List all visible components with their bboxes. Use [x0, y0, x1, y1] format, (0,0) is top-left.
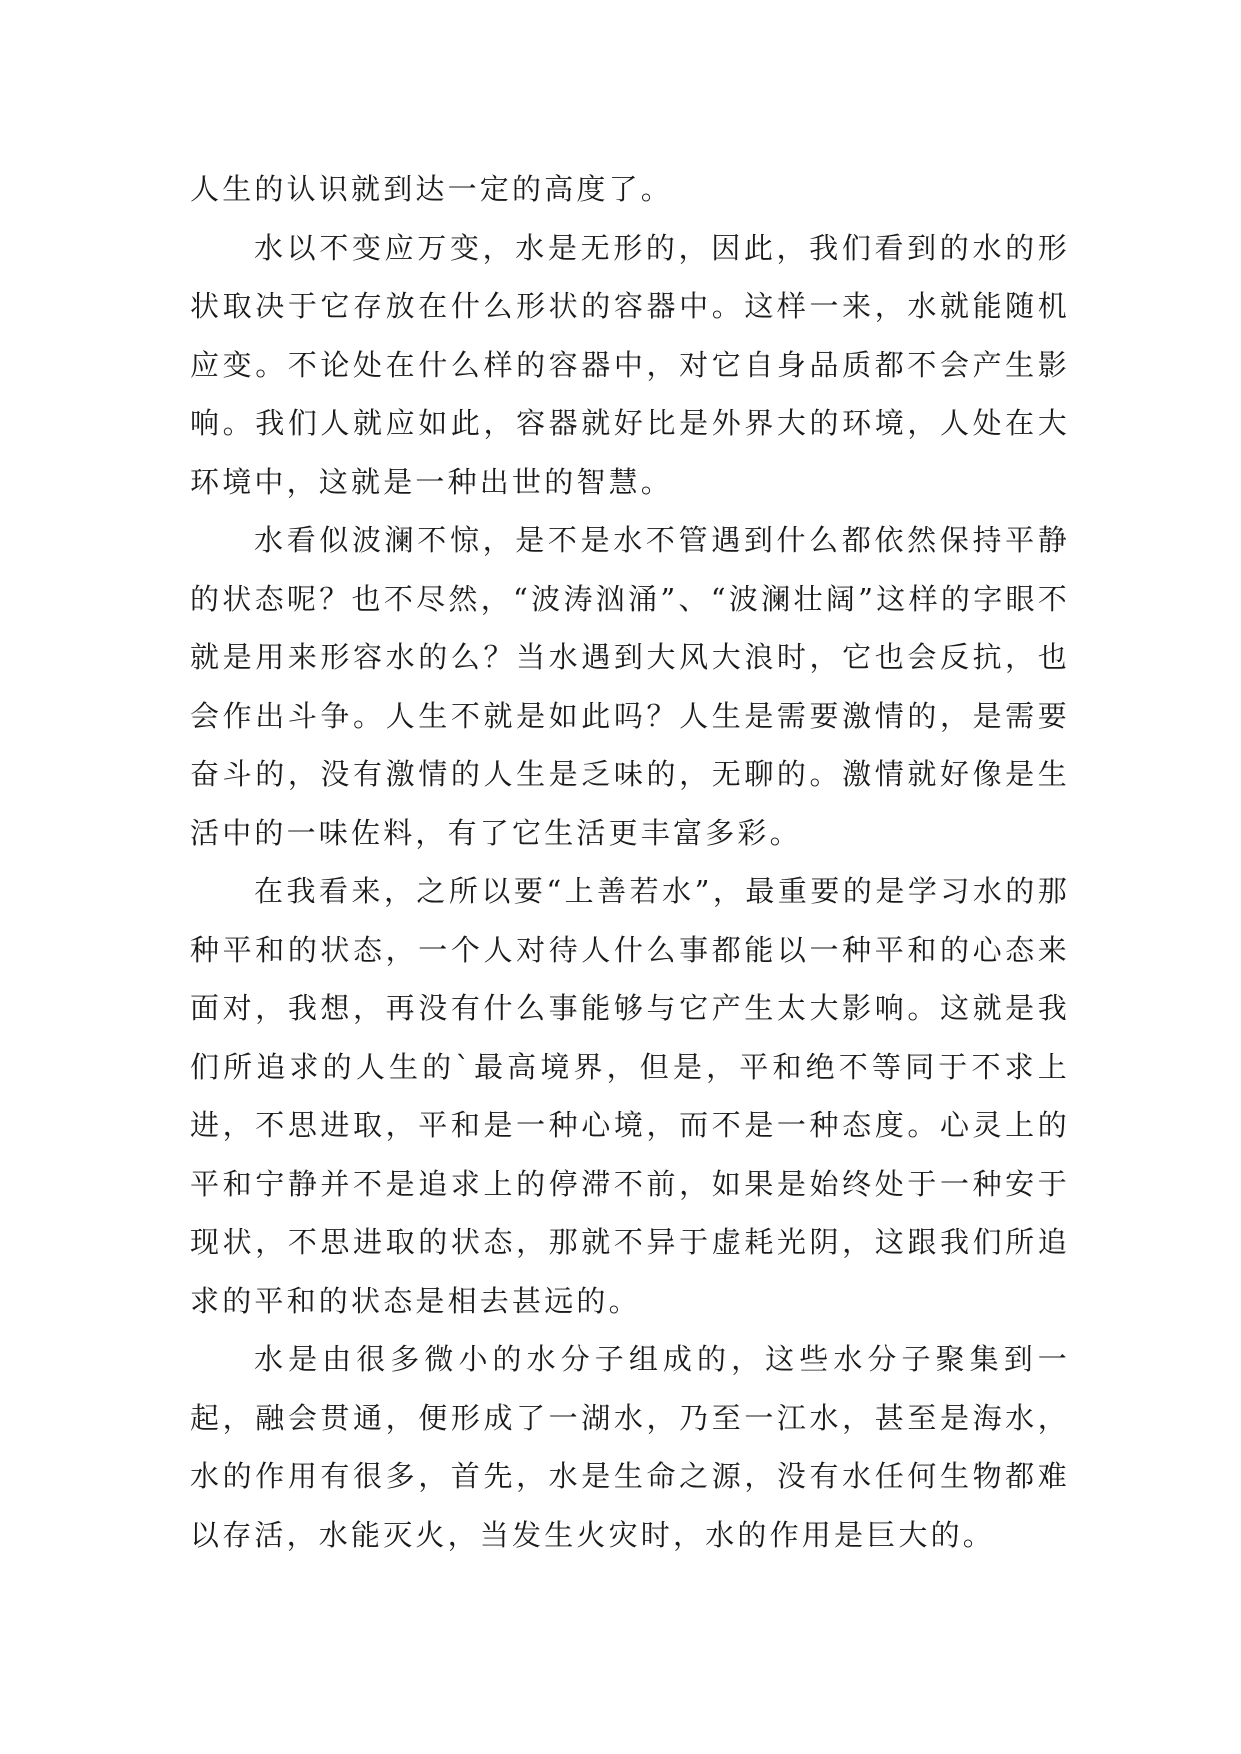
paragraph-4: 在我看来，之所以要“上善若水”，最重要的是学习水的那种平和的状态，一个人对待人什么事都能以一种平和的心态来面对，我想，再没有什么事能够与它产生太大影响。这就是我们所追求的人生的`最高境界，但是，平和绝不等同于不求上进，不思进取，平和是一种心境，而不是一种态度。心灵上的平和宁静并不是追求上的停滞不前，如果是始终处于一种安于现状，不思进取的状态，那就不异于虚耗光阴，这跟我们所追求的平和的状态是相去甚远的。 — [190, 874, 1070, 1318]
document-body — [190, 160, 1070, 1564]
paragraph-3: 水看似波澜不惊，是不是水不管遇到什么都依然保持平静的状态呢？也不尽然，“波涛汹涌”、“波澜壮阔”这样的字眼不就是用来形容水的么？当水遇到大风大浪时，它也会反抗，也会作出斗争。人生不就是如此吗？人生是需要激情的，是需要奋斗的，没有激情的人生是乏味的，无聊的。激情就好像是生活中的一味佐料，有了它生活更丰富多彩。 — [190, 523, 1070, 850]
paragraph-1: 人生的认识就到达一定的高度了。 — [190, 172, 674, 206]
paragraph-5: 水是由很多微小的水分子组成的，这些水分子聚集到一起，融会贯通，便形成了一湖水，乃至一江水，甚至是海水，水的作用有很多，首先，水是生命之源，没有水任何生物都难以存活，水能灭火，当发生火灾时，水的作用是巨大的。 — [190, 1342, 1070, 1552]
paragraph-2: 水以不变应万变，水是无形的，因此，我们看到的水的形状取决于它存放在什么形状的容器中。这样一来，水就能随机应变。不论处在什么样的容器中，对它自身品质都不会产生影响。我们人就应如此，容器就好比是外界大的环境，人处在大环境中，这就是一种出世的智慧。 — [190, 230, 1070, 499]
